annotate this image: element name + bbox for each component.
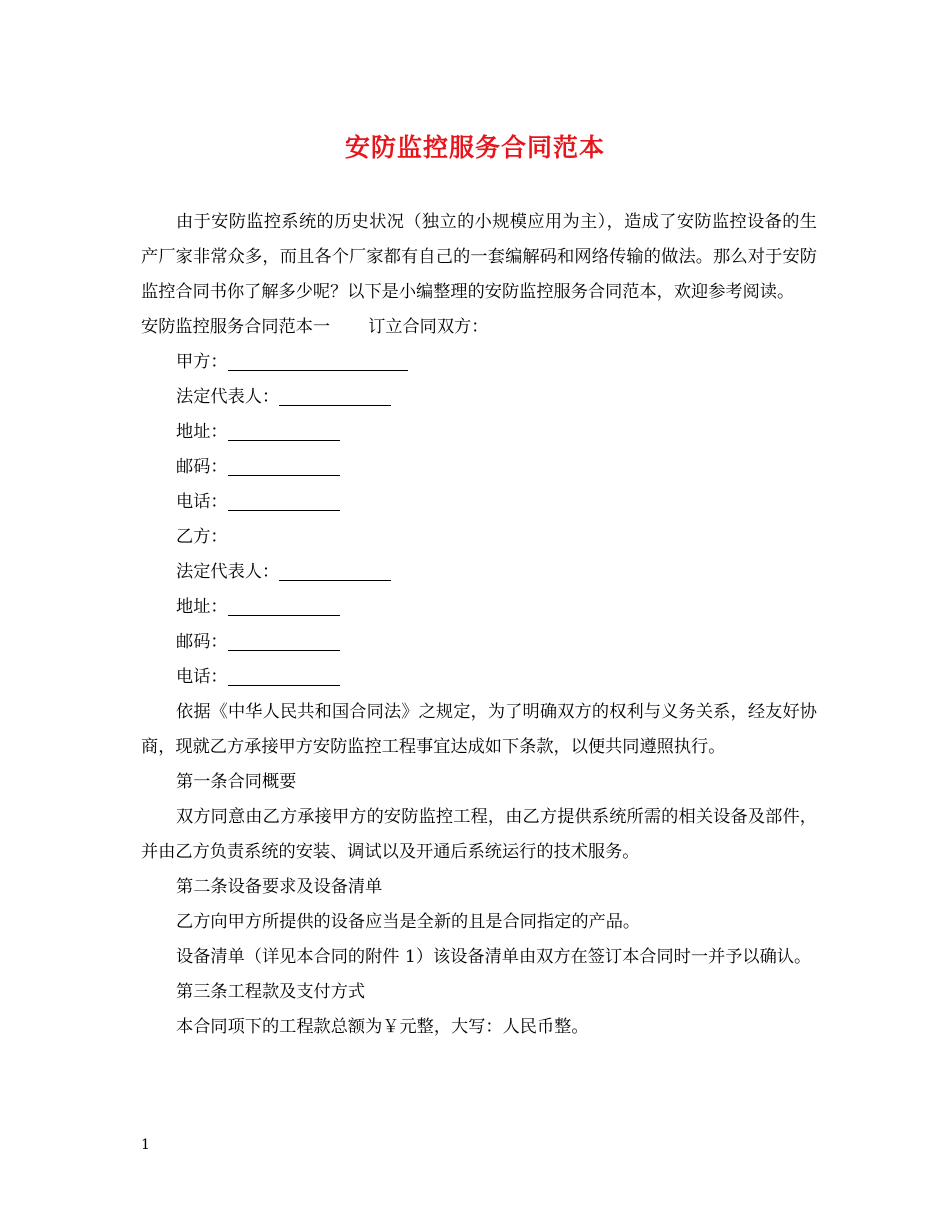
party-b-phone-blank (228, 667, 340, 686)
article-1-text: 双方同意由乙方承接甲方的安防监控工程，由乙方提供系统所需的相关设备及部件，并由乙方负责系统的安装、调试以及开通后系统运行的技术服务。 (141, 807, 817, 862)
party-b-phone-label: 电话： (176, 667, 228, 687)
party-a-rep-label: 法定代表人： (176, 387, 280, 407)
intro-paragraph: 由于安防监控系统的历史状况（独立的小规模应用为主），造成了安防监控设备的生产厂家非常众多，而且各个厂家都有自己的一套编解码和网络传输的做法。那么对于安防监控合同书你了解多少呢？以下是小编整理的安防监控服务合同范本，欢迎参考阅读。 (141, 212, 817, 302)
party-a-address-label: 地址： (176, 422, 228, 442)
party-a-phone-label: 电话： (176, 492, 228, 512)
party-b-rep-blank (279, 562, 391, 581)
party-a-postcode-label: 邮码： (176, 457, 228, 477)
party-b-rep-label: 法定代表人： (176, 562, 280, 582)
party-a-postcode-line (141, 450, 817, 485)
party-b-rep-line (141, 555, 817, 590)
section-heading: 安防监控服务合同范本一 (141, 317, 331, 337)
parties-heading: 订立合同双方： (368, 317, 489, 337)
party-a-address-line (141, 415, 817, 450)
article-2-text-1: 乙方向甲方所提供的设备应当是全新的且是合同指定的产品。 (176, 912, 641, 932)
party-a-address-blank (228, 422, 340, 441)
party-b-line (141, 520, 817, 555)
party-b-address-blank (228, 597, 340, 616)
party-a-phone-blank (228, 492, 340, 511)
party-b-phone-line (141, 660, 817, 695)
article-1-title: 第一条合同概要 (176, 772, 297, 792)
page-number: 1 (141, 1137, 150, 1153)
party-b-address-line (141, 590, 817, 625)
article-3-title: 第三条工程款及支付方式 (176, 982, 366, 1002)
article-2-text-2: 设备清单（详见本合同的附件 1）该设备清单由双方在签订本合同时一并予以确认。 (176, 947, 812, 967)
party-a-label: 甲方： (176, 352, 228, 372)
party-b-postcode-label: 邮码： (176, 632, 228, 652)
party-a-rep-blank (279, 387, 391, 406)
document-body (141, 205, 817, 1045)
party-a-phone-line (141, 485, 817, 520)
party-a-rep-line (141, 380, 817, 415)
party-a-blank (228, 352, 408, 371)
article-3-text: 本合同项下的工程款总额为￥元整，大写：人民币整。 (176, 1017, 589, 1037)
document-title: 安防监控服务合同范本 (344, 133, 605, 162)
party-b-address-label: 地址： (176, 597, 228, 617)
section-heading-line (141, 310, 817, 345)
party-a-postcode-blank (228, 457, 340, 476)
article-2-title: 第二条设备要求及设备清单 (176, 877, 383, 897)
party-b-postcode-blank (228, 632, 340, 651)
party-b-label: 乙方： (176, 527, 228, 547)
party-a-line (141, 345, 817, 380)
party-b-postcode-line (141, 625, 817, 660)
basis-paragraph: 依据《中华人民共和国合同法》之规定，为了明确双方的权利与义务关系，经友好协商，现就乙方承接甲方安防监控工程事宜达成如下条款，以便共同遵照执行。 (141, 702, 817, 757)
